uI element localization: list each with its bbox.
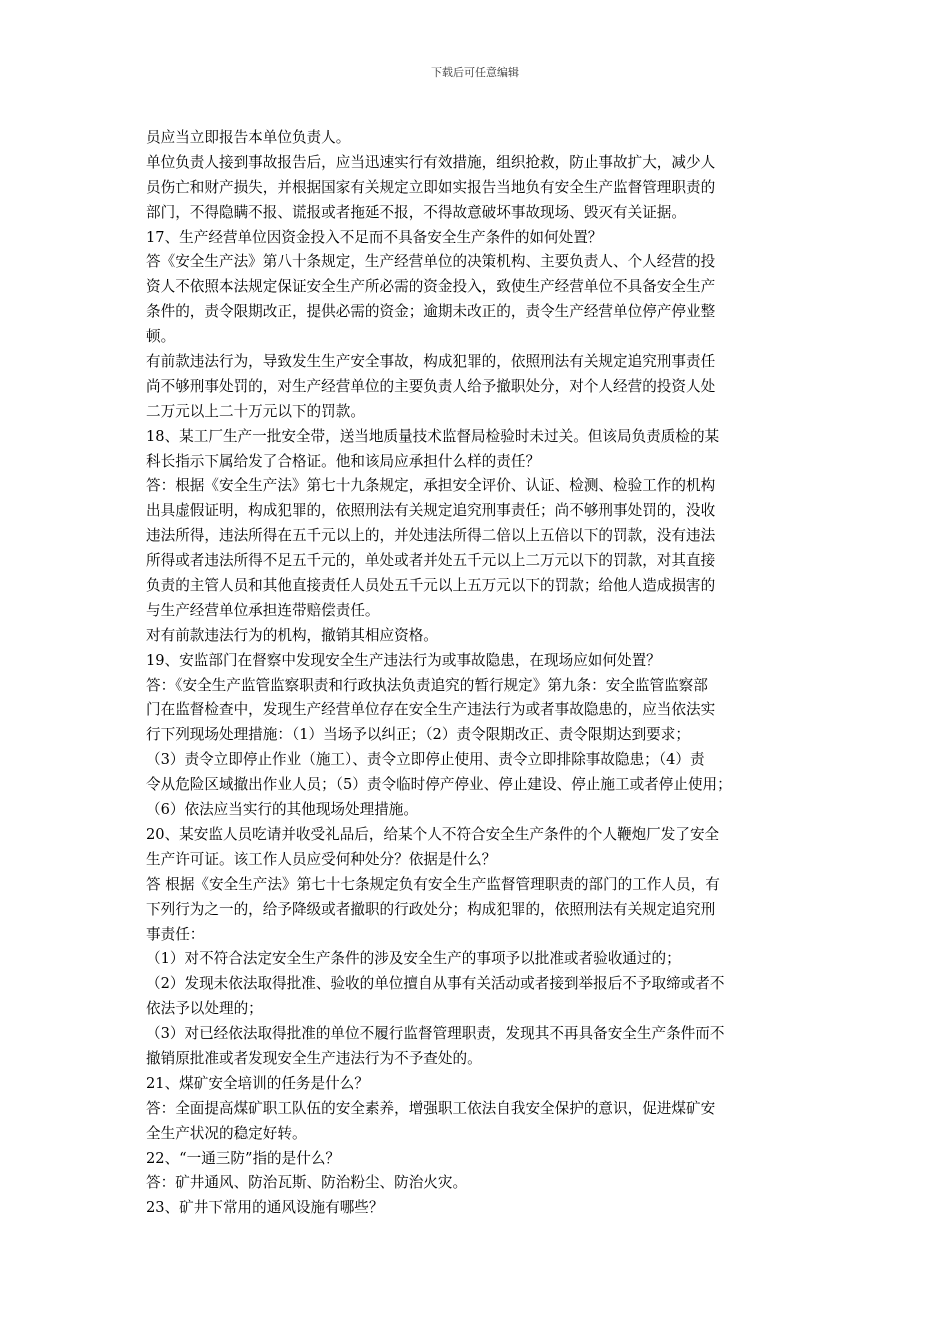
text-line: 22、“一通三防”指的是什么？ [146,1149,341,1167]
text-line: 顿。 [146,328,176,346]
text-line: 依法予以处理的； [146,1000,263,1018]
text-line: 员应当立即报告本单位负责人。 [146,129,351,146]
text-line: 答：根据《安全生产法》第七十九条规定，承担安全评价、认证、检测、检验工作的机构 [146,477,716,495]
text-line: 答 根据《安全生产法》第七十七条规定负有安全生产监督管理职责的部门的工作人员，有 [146,875,720,893]
text-line: 员伤亡和财产损失，并根据国家有关规定立即如实报告当地负有安全生产监督管理职责的 [146,178,716,196]
text-line: 科长指示下属给发了合格证。他和该局应承担什么样的责任？ [146,452,541,470]
text-line: 生产许可证。该工作人员应受何种处分？依据是什么？ [146,850,497,868]
text-line: 有前款违法行为，导致发生生产安全事故，构成犯罪的，依照刑法有关规定追究刑事责任 [146,353,716,371]
page-header: 下载后可任意编辑 [431,66,519,79]
text-line: 出具虚假证明，构成犯罪的，依照刑法有关规定追究刑事责任；尚不够刑事处罚的，没收 [146,502,716,520]
text-line: （6）依法应当实行的其他现场处理措施。 [146,801,418,819]
document-body [146,126,816,1221]
text-line: 18、某工厂生产一批安全带，送当地质量技术监督局检验时未过关。但该局负责质检的某 [146,427,720,445]
text-line: 门在监督检查中，发现生产经营单位存在安全生产违法行为或者事故隐患的，应当依法实 [146,701,716,719]
text-line: 对有前款违法行为的机构，撤销其相应资格。 [146,626,438,644]
text-line: 违法所得，违法所得在五千元以上的，并处违法所得二倍以上五倍以下的罚款，没有违法 [146,527,716,545]
text-line: 与生产经营单位承担连带赔偿责任。 [146,601,380,619]
text-line: 全生产状况的稳定好转。 [146,1124,307,1142]
text-line: 负责的主管人员和其他直接责任人员处五千元以上五万元以下的罚款；给他人造成损害的 [146,577,716,595]
text-line: 行下列现场处理措施：（1）当场予以纠正；（2）责令限期改正、责令限期达到要求； [146,726,690,744]
text-line: （3）责令立即停止作业（施工）、责令立即停止使用、责令立即排除事故隐患；（4）责 [146,751,705,769]
text-line: 20、某安监人员吃请并收受礼品后，给某个人不符合安全生产条件的个人鞭炮厂发了安全 [146,825,720,843]
text-line: 撤销原批准或者发现安全生产违法行为不予查处的。 [146,1049,482,1067]
text-line: 令从危险区域撤出作业人员；（5）责令临时停产停业、停止建设、停止施工或者停止使用； [146,776,732,794]
text-line: 事责任： [146,925,205,943]
text-line: 条件的，责令限期改正，提供必需的资金；逾期未改正的，责令生产经营单位停产停业整 [146,303,716,321]
text-line: 23、矿井下常用的通风设施有哪些？ [146,1199,384,1217]
text-line: 单位负责人接到事故报告后，应当迅速实行有效措施，组织抢救，防止事故扩大，减少人 [146,153,716,171]
text-line: 资人不依照本法规定保证安全生产所必需的资金投入，致使生产经营单位不具备安全生产 [146,278,716,296]
text-line: 所得或者违法所得不足五千元的，单处或者并处五千元以上二万元以下的罚款，对其直接 [146,552,716,570]
text-line: （2）发现未依法取得批准、验收的单位擅自从事有关活动或者接到举报后不予取缔或者不 [146,975,725,993]
text-line: 二万元以上二十万元以下的罚款。 [146,402,365,420]
text-line: 答：《安全生产监管监察职责和行政执法负责追究的暂行规定》第九条：安全监管监察部 [146,676,708,694]
text-line: 部门，不得隐瞒不报、谎报或者拖延不报，不得故意破坏事故现场、毁灭有关证据。 [146,203,686,221]
text-line: 21、煤矿安全培训的任务是什么？ [146,1074,369,1092]
text-line: 答《安全生产法》第八十条规定，生产经营单位的决策机构、主要负责人、个人经营的投 [146,253,716,271]
text-line: （3）对已经依法取得批准的单位不履行监督管理职责，发现其不再具备安全生产条件而不 [146,1025,725,1043]
text-line: 下列行为之一的，给予降级或者撤职的行政处分；构成犯罪的，依照刑法有关规定追究刑 [146,900,716,918]
text-line: 答：全面提高煤矿职工队伍的安全素养，增强职工依法自我安全保护的意识，促进煤矿安 [146,1099,716,1117]
text-line: 19、安监部门在督察中发现安全生产违法行为或事故隐患，在现场应如何处置？ [146,651,661,669]
text-line: （1）对不符合法定安全生产条件的涉及安全生产的事项予以批准或者验收通过的； [146,950,681,968]
text-line: 17、生产经营单位因资金投入不足而不具备安全生产条件的如何处置？ [146,228,603,246]
text-line: 尚不够刑事处罚的，对生产经营单位的主要负责人给予撤职处分，对个人经营的投资人处 [146,377,716,395]
text-line: 答：矿井通风、防治瓦斯、防治粉尘、防治火灾。 [146,1174,468,1192]
